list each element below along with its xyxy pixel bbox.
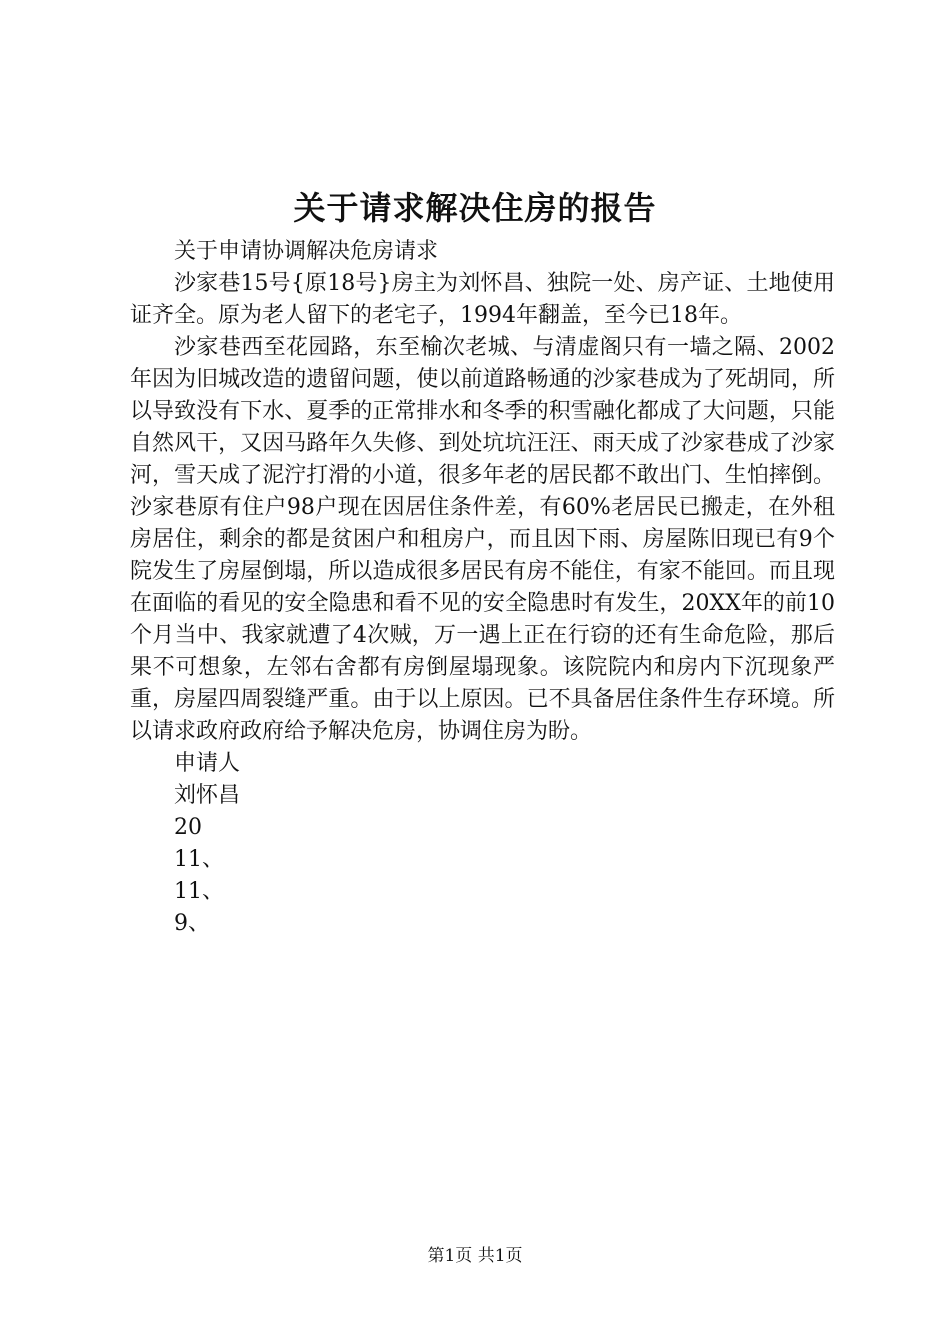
- document-subtitle: 关于申请协调解决危房请求: [174, 239, 439, 264]
- paragraph-1: 沙家巷15号{原18号}房主为刘怀昌、独院一处、房产证、土地使用证齐全。原为老人留下的老宅子，1994年翻盖，至今已18年。: [130, 271, 835, 328]
- document-title: 关于请求解决住房的报告: [293, 189, 657, 227]
- signature-name: 刘怀昌: [174, 783, 241, 808]
- signature-label: 申请人: [174, 751, 241, 776]
- page-footer: 第1页 共1页: [427, 1246, 523, 1266]
- document-body: [130, 236, 835, 940]
- paragraph-2: 沙家巷西至花园路，东至榆次老城、与清虚阁只有一墙之隔、2002年因为旧城改造的遗留问题，使以前道路畅通的沙家巷成为了死胡同，所以导致没有下水、夏季的正常排水和冬季的积雪融化都成了大问题，只能自然风干，又因马路年久失修、到处坑坑汪汪、雨天成了沙家巷成了沙家河，雪天成了泥泞打滑的小道，很多年老的居民都不敢出门、生怕摔倒。沙家巷原有住户98户现在因居住条件差，有60%老居民已搬走，在外租房居住，剩余的都是贫困户和租房户，而且因下雨、房屋陈旧现已有9个院发生了房屋倒塌，所以造成很多居民有房不能住，有家不能回。而且现在面临的看见的安全隐患和看不见的安全隐患时有发生，20XX年的前10个月当中、我家就遭了4次贼，万一遇上正在行窃的还有生命危险，那后果不可想象，左邻右舍都有房倒屋塌现象。该院院内和房内下沉现象严重，房屋四周裂缝严重。由于以上原因。已不具备居住条件生存环境。所以请求政府政府给予解决危房，协调住房为盼。: [130, 335, 835, 744]
- date-line: 11、: [174, 847, 224, 872]
- date-line: 9、: [174, 911, 210, 936]
- date-line: 20: [174, 815, 202, 840]
- date-line: 11、: [174, 879, 224, 904]
